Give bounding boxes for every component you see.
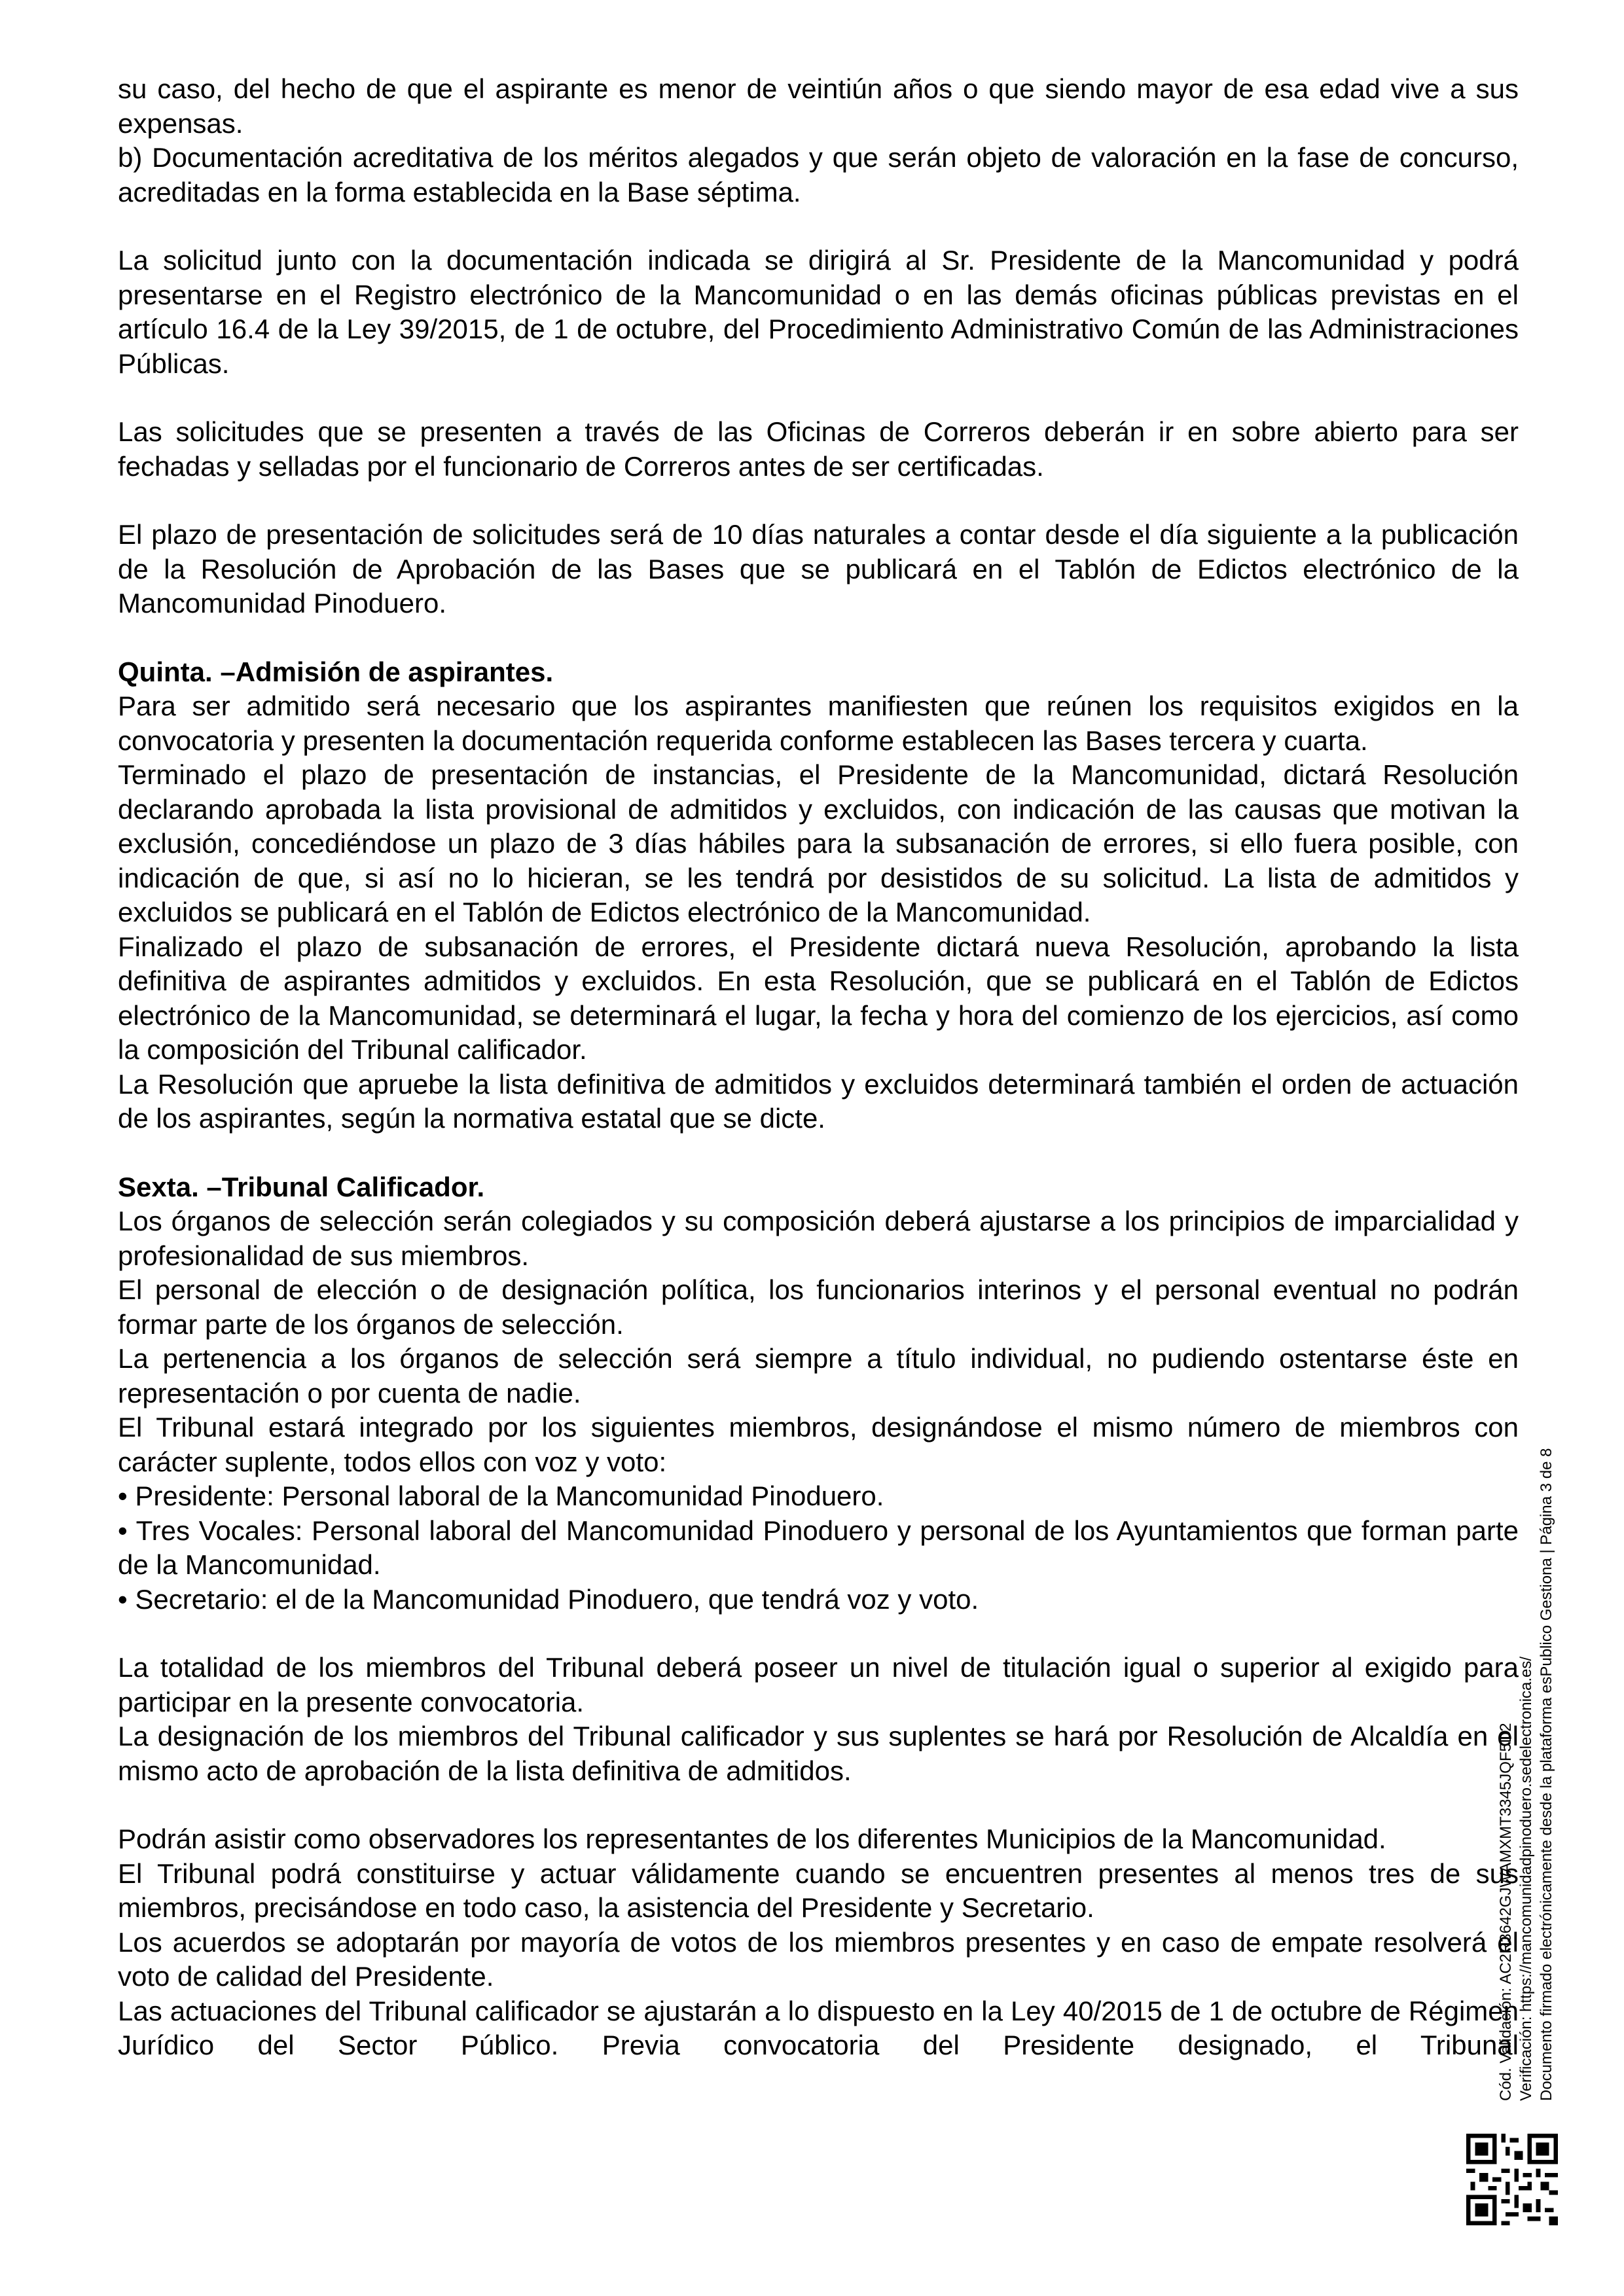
paragraph: El Tribunal estará integrado por los siguientes miembros, designándose el mismo número de miembros con carácter suplente, todos ellos con voz y voto: — [118, 1412, 1519, 1477]
verification-text — [1496, 1420, 1561, 2101]
paragraph: Para ser admitido será necesario que los aspirantes manifiesten que reúnen los requisitos exigidos en la convocatoria y presenten la documentación requerida conforme establecen las Bases tercera y cuarta. — [118, 691, 1519, 756]
paragraph: La designación de los miembros del Tribunal calificador y sus suplentes se hará por Resolución de Alcaldía en el mismo acto de aprobación de la lista definitiva de admitidos. — [118, 1721, 1519, 1786]
paragraph: Finalizado el plazo de subsanación de errores, el Presidente dictará nueva Resolución, aprobando la lista definitiva de aspirantes admitidos y excluidos. En esta Resolución, que se publicará en el Tablón de Edictos electrónico de la Mancomunidad, se determinará el lugar, la fecha y hora del comienzo de los ejercicios, así como la composición del Tribunal calificador. — [118, 931, 1519, 1065]
paragraph: Los órganos de selección serán colegiados y su composición deberá ajustarse a los principios de imparcialidad y profesionalidad de sus miembros. — [118, 1206, 1519, 1271]
verification-url[interactable]: Verificación: https://mancomunidadpinoduero.sedelectronica.es/ — [1517, 1656, 1535, 2101]
paragraph: La pertenencia a los órganos de selección será siempre a título individual, no pudiendo ostentarse éste en representación o por cuenta de nadie. — [118, 1343, 1519, 1408]
document-body — [118, 72, 1519, 2063]
paragraph: La totalidad de los miembros del Tribunal deberá poseer un nivel de titulación igual o superior al exigido para participar en la presente convocatoria. — [118, 1652, 1519, 1717]
paragraph: su caso, del hecho de que el aspirante es menor de veintiún años o que siendo mayor de esa edad vive a sus expensas. — [118, 73, 1519, 139]
paragraph: El Tribunal podrá constituirse y actuar válidamente cuando se encuentren presentes al menos tres de sus miembros, precisándose en todo caso, la asistencia del Presidente y Secretario. — [118, 1857, 1519, 1923]
section-heading-quinta: Quinta. –Admisión de aspirantes. — [118, 656, 554, 687]
paragraph: Las actuaciones del Tribunal calificador se ajustarán a lo dispuesto en la Ley 40/2015 de 1 de octubre de Régimen Jurídico del Sector Público. Previa convocatoria del Presidente designado, el Tribunal — [118, 1995, 1519, 2060]
paragraph: b) Documentación acreditativa de los méritos alegados y que serán objeto de valoración en la fase de concurso, acreditadas en la forma establecida en la Base séptima. — [118, 142, 1519, 207]
paragraph: Los acuerdos se adoptarán por mayoría de votos de los miembros presentes y en caso de empate resolverá el voto de calidad del Presidente. — [118, 1926, 1519, 1992]
list-item: • Presidente: Personal laboral de la Mancomunidad Pinoduero. — [118, 1480, 884, 1511]
list-item: • Secretario: el de la Mancomunidad Pinoduero, que tendrá voz y voto. — [118, 1583, 979, 1615]
paragraph: La Resolución que apruebe la lista definitiva de admitidos y excluidos determinará también el orden de actuación de los aspirantes, según la normativa estatal que se dicte. — [118, 1068, 1519, 1134]
paragraph: Terminado el plazo de presentación de instancias, el Presidente de la Mancomunidad, dictará Resolución declarando aprobada la lista provisional de admitidos y excluidos, con indicación de las causas que motivan la exclusión, concediéndose un plazo de 3 días hábiles para la subsanación de errores, si ello fuera posible, con indicación de que, si así no lo hicieran, se les tendrá por desistidos de su solicitud. La lista de admitidos y excluidos se publicará en el Tablón de Edictos electrónico de la Mancomunidad. — [118, 759, 1519, 927]
section-heading-sexta: Sexta. –Tribunal Calificador. — [118, 1171, 485, 1202]
list-item: • Tres Vocales: Personal laboral del Mancomunidad Pinoduero y personal de los Ayuntamientos que forman parte de la Mancomunidad. — [118, 1515, 1519, 1580]
paragraph: El personal de elección o de designación política, los funcionarios interinos y el personal eventual no podrán formar parte de los órganos de selección. — [118, 1274, 1519, 1340]
paragraph: La solicitud junto con la documentación indicada se dirigirá al Sr. Presidente de la Mancomunidad y podrá presentarse en el Registro electrónico de la Mancomunidad o en las demás oficinas públicas previstas en el artículo 16.4 de la Ley 39/2015, de 1 de octubre, del Procedimiento Administrativo Común de las Administraciones Públicas. — [118, 245, 1519, 379]
signed-note: Documento firmado electrónicamente desde la plataforma esPublico Gestiona | Página 3 de 8 — [1538, 1448, 1555, 2101]
paragraph: Podrán asistir como observadores los representantes de los diferentes Municipios de la Mancomunidad. — [118, 1823, 1386, 1854]
paragraph: El plazo de presentación de solicitudes será de 10 días naturales a contar desde el día siguiente a la publicación de la Resolución de Aprobación de las Bases que se publicará en el Tablón de Edictos electrónico de la Mancomunidad Pinoduero. — [118, 519, 1519, 619]
verification-sidebar — [1496, 1420, 1561, 2101]
qr-code-icon — [1466, 2134, 1558, 2225]
paragraph: Las solicitudes que se presenten a través de las Oficinas de Correros deberán ir en sobre abierto para ser fechadas y selladas por el funcionario de Correros antes de ser certificadas. — [118, 416, 1519, 482]
validation-code: Cód. Validación: AC2R3642GJWAMXMT3345JQF5D2 — [1497, 1723, 1515, 2101]
